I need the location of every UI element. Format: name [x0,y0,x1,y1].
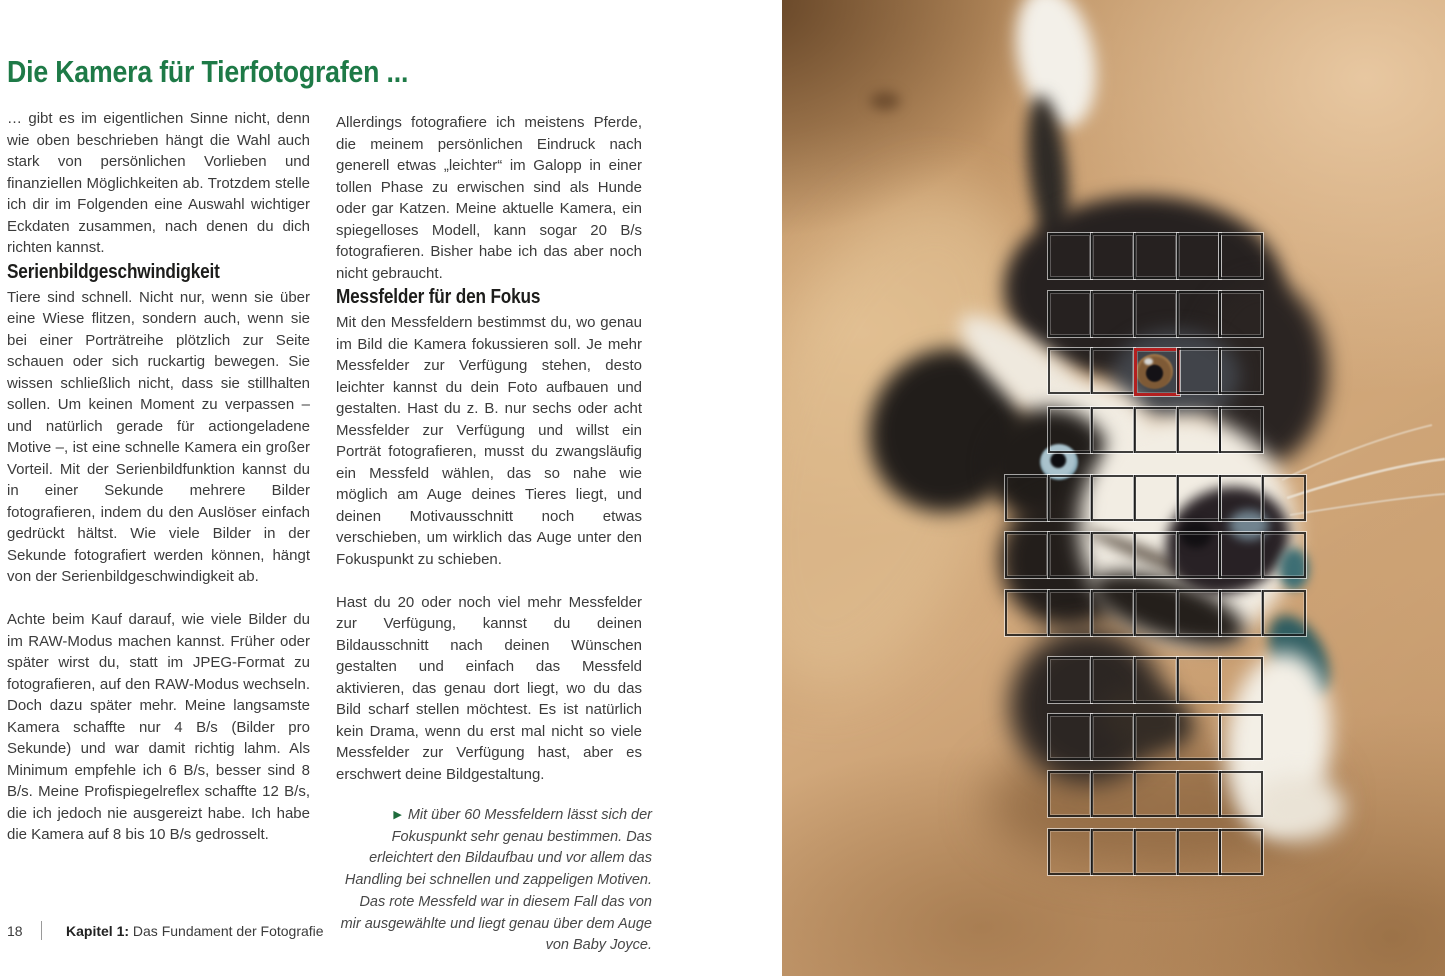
af-point [1219,771,1263,817]
caption-text: Mit über 60 Messfeldern lässt sich der Fokuspunkt sehr genau bestimmen. Das erleichtert den Bildaufbau und vor allem das Handling bei schnellen und zappeligen Motiven. Das rote Messfeld war in diesem Fall das von mir ausgewählte und liegt genau über dem Auge von Baby Joyce. [340,807,652,954]
af-point [1219,233,1263,279]
af-point [1262,590,1306,636]
af-point [1048,407,1092,453]
af-point [1048,657,1092,703]
af-point [1134,829,1178,875]
af-point [1177,407,1221,453]
af-point [1005,475,1049,521]
dog-photo [782,0,1445,976]
af-point [1048,532,1092,578]
section-heading-serienbildgeschwindigkeit [7,260,310,284]
body-paragraph: Hast du 20 oder noch viel mehr Messfelder zur Verfügung, kannst du deinen Bildausschnitt nach deinen Wünschen gestalten und einfach das Messfeld aktivieren, das genau dort liegt, wo du das Bild scharf stellen möchtest. Es ist natürlich kein Drama, wenn du erst mal nicht so viele Messfelder zur Verfügung hast, aber es erschwert deine Bildgestaltung. [336,593,642,783]
section-heading-text: Messfelder für den Fokus [336,286,541,308]
af-point [1219,714,1263,760]
footer-chapter-label: Kapitel 1: [66,922,130,939]
af-point [1048,590,1092,636]
body-paragraph: Mit den Messfeldern bestimmst du, wo genau im Bild die Kamera fokussieren soll. Je mehr Messfelder zur Verfügung stehen, desto leichter kannst du dein Foto aufbauen und gestalten. Hast du z. B. nur sechs oder acht Messfelder zur Verfügung und willst ein Porträt fotografieren, musst du zwangsläufig ein Messfeld wählen, das so nahe wie möglich am Auge deines Tieres liegt, und deinen Motivausschnitt noch etwas verschieben, um wirklich das Auge unter den Fokuspunkt zu schieben. [336,314,642,568]
photo-caption [336,805,652,957]
af-point [1219,348,1263,394]
af-point-selected [1134,348,1180,396]
af-point [1091,532,1135,578]
af-point [1177,590,1221,636]
right-column [336,0,652,957]
af-point [1091,475,1135,521]
af-point [1177,771,1221,817]
af-point [1091,348,1135,394]
af-point [1177,657,1221,703]
af-point [1177,475,1221,521]
af-point [1177,532,1221,578]
af-point [1219,407,1263,453]
footer-divider [41,921,42,940]
af-point [1048,829,1092,875]
af-point [1048,291,1092,337]
af-point [1091,829,1135,875]
af-point [1177,714,1221,760]
af-point [1262,532,1306,578]
body-paragraph: Tiere sind schnell. Nicht nur, wenn sie über eine Wiese flitzen, sondern auch, wenn sie bei einer Porträtreihe plötzlich zur Seite schauen oder sich ruckartig bewegen. Sie wissen schließlich nicht, dass sie stillhalten sollen. Um keinen Moment zu verpassen – und natürlich gerade für actiongeladene Motive –, ist eine schnelle Kamera ein großer Vorteil. Mit der Serienbildfunktion kannst du in einer Sekunde mehrere Bilder fotografieren, indem du den Auslöser einfach gedrückt hältst. Wie viele Bilder in der Sekunde fotografiert werden können, hängt von der Serienbildgeschwindigkeit ab. [7,288,310,585]
left-column [7,0,409,846]
af-point [1134,291,1178,337]
af-point [1219,475,1263,521]
af-point [1134,407,1178,453]
page-number: 18 [7,922,23,939]
af-point [1134,771,1178,817]
footer-chapter-title: Das Fundament der Fotografie [132,922,324,939]
af-point [1177,348,1221,394]
af-point [1048,348,1092,394]
af-grid-layer [782,0,1445,976]
af-point [1134,475,1178,521]
af-point [1091,771,1135,817]
footer-chapter [66,923,324,939]
body-paragraph: Achte beim Kauf darauf, wie viele Bilder du im RAW-Modus machen kannst. Früher oder später wirst du, statt im JPEG-Format zu fotografieren, auf den RAW-Modus wechseln. Doch dazu später mehr. Meine langsamste Kamera schaffte nur 4 B/s (Bilder pro Sekunde) und war damit richtig lahm. Als Minimum empfehle ich 6 B/s, besser sind 8 B/s. Meine Profispiegelreflex schaffte 12 B/s, die ich jedoch nie ausgereizt habe. Ich habe die Kamera auf 8 bis 10 B/s gedrosselt. [7,611,310,843]
af-point [1091,233,1135,279]
af-point [1219,657,1263,703]
page-footer [7,921,324,940]
af-point [1262,475,1306,521]
af-point [1134,532,1178,578]
af-point [1134,657,1178,703]
body-paragraph: Allerdings fotografiere ich meistens Pferde, die meinem persönlichen Eindruck nach generell etwas „leichter“ im Galopp in einer tollen Phase zu erwischen sind als Hunde oder gar Katzen. Meine aktuelle Kamera, ein spiegelloses Modell, kann sogar 20 B/s fotografieren. Bisher habe ich das aber noch nicht gebraucht. [336,114,642,282]
af-point [1005,590,1049,636]
caption-arrow-icon: ▶ [393,809,402,821]
af-point [1091,407,1135,453]
af-point [1134,233,1178,279]
af-point [1134,590,1178,636]
af-point [1091,291,1135,337]
af-point [1048,771,1092,817]
page-title-text: Die Kamera für Tierfotografen ... [7,54,409,89]
intro-paragraph: … gibt es im eigentlichen Sinne nicht, denn wie oben beschrieben hängt die Wahl auch stark von persönlichen Vorlieben und finanziellen Möglichkeiten ab. Trotzdem stelle ich dir im Folgenden eine Auswahl wichtiger Eckdaten zusammen, nach denen du dich richten kannst. [7,110,310,256]
af-point [1091,590,1135,636]
af-point [1219,590,1263,636]
af-point [1048,233,1092,279]
af-point [1219,532,1263,578]
af-point [1134,714,1178,760]
af-point [1177,829,1221,875]
af-point [1177,291,1221,337]
af-point [1091,657,1135,703]
af-point [1219,829,1263,875]
af-point [1219,291,1263,337]
page-title [7,54,409,89]
section-heading-messfelder [336,285,642,309]
af-point [1177,233,1221,279]
af-point [1048,714,1092,760]
section-heading-text: Serienbildgeschwindigkeit [7,260,220,283]
af-point [1091,714,1135,760]
af-point [1048,475,1092,521]
af-point [1005,532,1049,578]
